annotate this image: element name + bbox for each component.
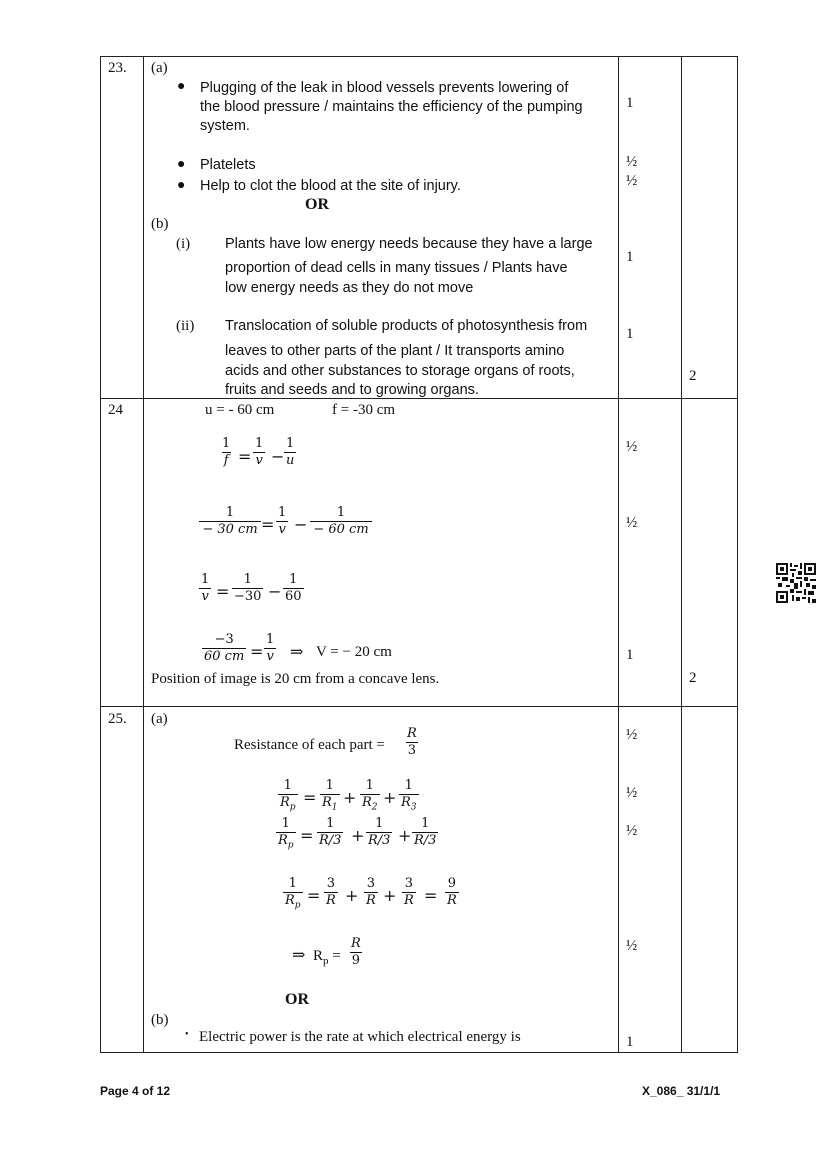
q23-mark: 1 — [626, 95, 634, 111]
q23-or-label: OR — [305, 196, 329, 213]
q24-total-marks: 2 — [689, 670, 697, 686]
q24-mark: 1 — [626, 647, 634, 663]
q23-b-i-label: (i) — [176, 236, 191, 252]
q24-given-u: u = - 60 cm — [205, 402, 275, 418]
q23-mark: 1 — [626, 326, 634, 342]
q23-b-i-line1: Plants have low energy needs because they have a large — [225, 236, 593, 252]
q24-number: 24 — [108, 402, 123, 418]
table-bottom-border — [100, 1052, 738, 1053]
q23-b-i-line2: proportion of dead cells in many tissues / Plants have — [225, 260, 568, 276]
bullet-icon: • — [185, 1029, 189, 1040]
q23-b-ii-line2: leaves to other parts of the plant / It transports amino — [225, 343, 565, 359]
col-border-marks — [681, 56, 682, 1053]
q25-number: 25. — [108, 711, 127, 727]
bullet-icon: ● — [177, 79, 186, 94]
q23-part-b-label: (b) — [151, 216, 169, 232]
q23-total-marks: 2 — [689, 368, 697, 384]
q23-a-bullet1-line3: system. — [200, 118, 250, 134]
bullet-icon: ● — [177, 157, 186, 172]
q23-a-bullet1-line2: the blood pressure / maintains the efficiency of the pumping — [200, 99, 583, 115]
q23-mark: 1 — [626, 249, 634, 265]
q25-mark: ½ — [626, 938, 638, 954]
q23-b-i-line3: low energy needs as they do not move — [225, 280, 474, 296]
col-border-answer — [618, 56, 619, 1053]
paper-code: X_086_ 31/1/1 — [642, 1084, 721, 1098]
qr-code-icon — [776, 563, 816, 603]
col-border-left — [100, 56, 101, 1053]
q23-b-ii-line3: acids and other substances to storage organs of roots, — [225, 363, 575, 379]
q23-part-a-label: (a) — [151, 60, 168, 76]
row-divider-24-25 — [100, 706, 738, 707]
q23-mark: ½ — [626, 154, 638, 170]
col-border-number — [143, 56, 144, 1053]
q24-mark: ½ — [626, 439, 638, 455]
q23-mark: ½ — [626, 173, 638, 189]
q25-b-bullet1: Electric power is the rate at which electrical energy is — [199, 1029, 521, 1045]
q23-a-bullet2: Platelets — [200, 157, 256, 173]
q23-b-ii-line1: Translocation of soluble products of photosynthesis from — [225, 318, 588, 334]
col-border-right — [737, 56, 738, 1053]
q25-part-a-label: (a) — [151, 711, 168, 727]
q23-a-bullet3: Help to clot the blood at the site of injury. — [200, 178, 461, 194]
table-top-border — [100, 56, 738, 57]
q25-part-b-label: (b) — [151, 1012, 169, 1028]
q25-mark: 1 — [626, 1034, 634, 1050]
q25-mark: ½ — [626, 823, 638, 839]
q25-mark: ½ — [626, 727, 638, 743]
q23-b-ii-line4: fruits and seeds and to growing organs. — [225, 382, 479, 398]
q25-mark: ½ — [626, 785, 638, 801]
q23-b-ii-label: (ii) — [176, 318, 195, 334]
q23-number: 23. — [108, 60, 127, 76]
q24-given-f: f = -30 cm — [332, 402, 396, 418]
q23-a-bullet1-line1: Plugging of the leak in blood vessels prevents lowering of — [200, 80, 569, 96]
q24-mark: ½ — [626, 515, 638, 531]
bullet-icon: ● — [177, 178, 186, 193]
q24-conclusion: Position of image is 20 cm from a concave lens. — [151, 671, 440, 687]
page-number: Page 4 of 12 — [100, 1084, 171, 1098]
q25-or-label: OR — [285, 991, 309, 1008]
